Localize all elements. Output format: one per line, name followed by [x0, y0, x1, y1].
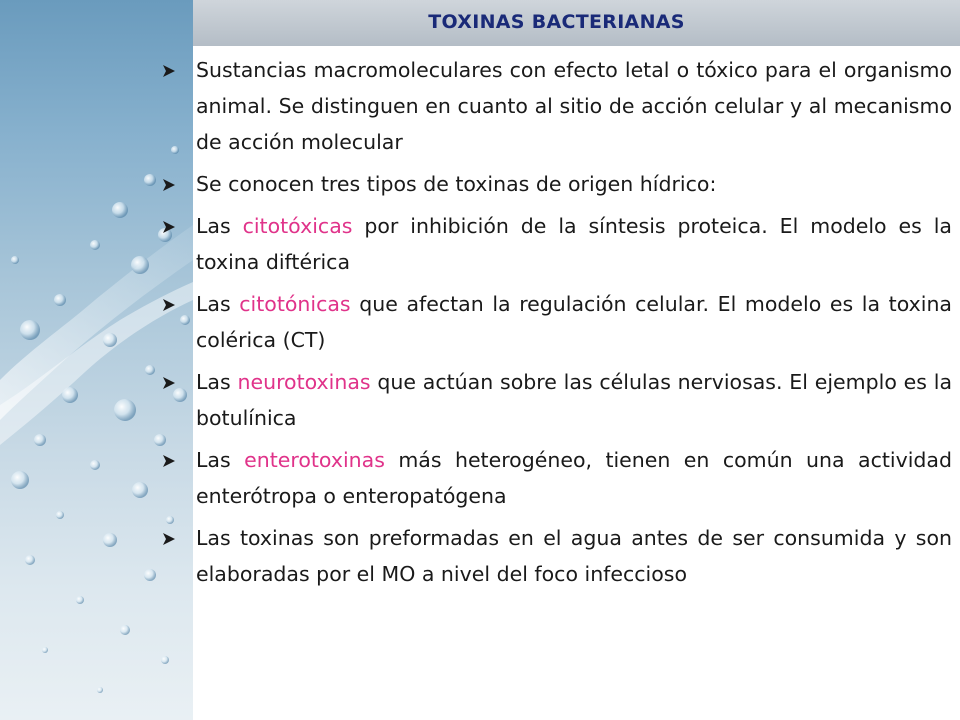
arrow-bullet-icon — [162, 454, 176, 468]
list-item — [160, 52, 952, 160]
highlight-term: neurotoxinas — [237, 370, 371, 394]
list-item — [160, 208, 952, 280]
bullet-list — [160, 52, 952, 598]
page-title: TOXINAS BACTERIANAS — [428, 11, 685, 33]
list-item — [160, 520, 952, 592]
list-item-text-pre: Las — [196, 370, 238, 394]
arrow-bullet-icon — [162, 376, 176, 390]
highlight-term: enterotoxinas — [244, 448, 385, 472]
arrow-bullet-icon — [162, 532, 176, 546]
list-item-text-pre: Las — [196, 448, 245, 472]
list-item-text-post: que afectan la regulación celular. El modelo es la toxina colérica (CT) — [196, 292, 952, 352]
highlight-term: citotóxicas — [242, 214, 353, 238]
list-item-text-post: que actúan sobre las células nerviosas. El ejemplo es la botulínica — [196, 370, 953, 430]
list-item-text: Se conocen tres tipos de toxinas de origen hídrico: — [196, 172, 717, 196]
highlight-term: citotónicas — [239, 292, 351, 316]
list-item-text-pre: Las — [196, 292, 240, 316]
arrow-bullet-icon — [162, 298, 176, 312]
title-bar — [193, 0, 960, 46]
list-item — [160, 286, 952, 358]
arrow-bullet-icon — [162, 220, 176, 234]
list-item-text-pre: Las — [196, 214, 243, 238]
list-item-text: Sustancias macromoleculares con efecto letal o tóxico para el organismo animal. Se distinguen en cuanto al sitio de acción celular y al mecanismo de acción molecular — [196, 58, 952, 154]
list-item — [160, 166, 952, 202]
arrow-bullet-icon — [162, 178, 176, 192]
list-item-text: Las toxinas son preformadas en el agua antes de ser consumida y son elaboradas por el MO a nivel del foco infeccioso — [196, 526, 952, 586]
list-item-text-post: por inhibición de la síntesis proteica. El modelo es la toxina diftérica — [196, 214, 952, 274]
list-item — [160, 442, 952, 514]
list-item-text-post: más heterogéneo, tienen en común una actividad enterótropa o enteropatógena — [196, 448, 952, 508]
arrow-bullet-icon — [162, 64, 176, 78]
list-item — [160, 364, 952, 436]
